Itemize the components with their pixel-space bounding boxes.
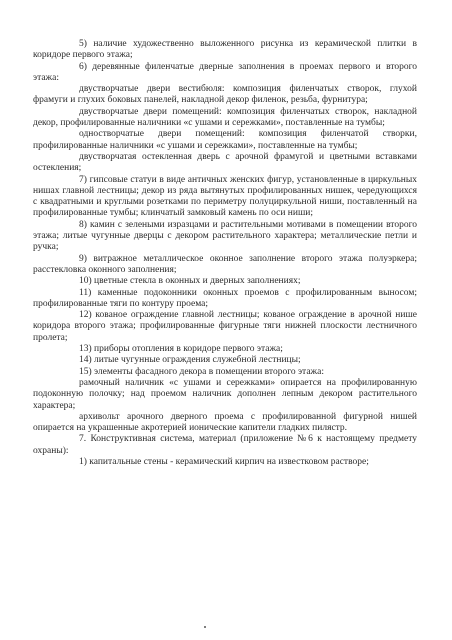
paragraph: 9) витражное металлическое оконное заполнение второго этажа полуэркера; расстекловка оконного заполнения;	[33, 253, 417, 275]
paragraph: 5) наличие художественно выложенного рисунка из керамической плитки в коридоре первого этажа;	[33, 39, 417, 61]
paragraph: 8) камин с зелеными изразцами и растительными мотивами в помещении второго этажа; литые чугунные дверцы с декором растительного характера; металлические петли и ручка;	[33, 219, 417, 253]
paragraph: 7) гипсовые статуи в виде античных женских фигур, установленные в циркульных нишах главной лестницы; декор из ряда вытянутых профилированных нишек, чередующихся с квадратными и круглыми розетками по периметру полуциркульной ниши, поставленный на профилированные тумбы; клинчатый замковый камень по оси ниши;	[33, 174, 417, 219]
paragraph: 7. Конструктивная система, материал (приложение №6 к настоящему предмету охраны):	[33, 434, 417, 456]
page-mark	[204, 626, 206, 628]
paragraph: 11) каменные подоконники оконных проемов с профилированным выносом; профилированные тяги по контуру проема;	[33, 287, 417, 309]
paragraph: 10) цветные стекла в оконных и дверных заполнениях;	[79, 276, 301, 287]
paragraph: 14) литые чугунные ограждения служебной лестницы;	[79, 355, 301, 366]
paragraph: одностворчатые двери помещений: композиция филенчатой створки, профилированные наличники «с ушами и сережками», поставленные на тумбы;	[33, 129, 417, 151]
paragraph: рамочный наличник «с ушами и сережками» опирается на профилированную подоконную полочку; над проемом наличник дополнен лепным декором растительного характера;	[33, 377, 417, 411]
paragraph: 1) капитальные стены - керамический кирпич на известковом растворе;	[79, 456, 369, 467]
paragraph: 15) элементы фасадного декора в помещении второго этажа:	[79, 366, 324, 377]
paragraph: двустворчатая остекленная дверь с арочной фрамугой и цветными вставками остекления;	[33, 151, 417, 174]
paragraph: двустворчатые двери вестибюля: композиция филенчатых створок, глухой фрамуги и глухих боковых панелей, накладной декор филенок, резьба, фурнитура;	[33, 84, 417, 106]
paragraph: 12) кованое ограждение главной лестницы; кованое ограждение в арочной нише коридора второго этажа; профилированные фигурные тяги нижней плоскости лестничного пролета;	[33, 310, 417, 343]
paragraph: архивольт арочного дверного проема с профилированной фигурной нишей опирается на украшенные акротерией ионические капители гладких пилястр.	[33, 411, 417, 434]
paragraph: 6) деревянные филенчатые дверные заполнения в проемах первого и второго этажа:	[33, 61, 417, 83]
document-body	[33, 39, 417, 468]
paragraph: двустворчатые двери помещений: композиция филенчатых створок, накладной декор, профилированные наличники «с ушами и сережками», поставленные на тумбы;	[33, 106, 417, 129]
paragraph: 13) приборы отопления в коридоре первого этажа;	[79, 344, 283, 355]
